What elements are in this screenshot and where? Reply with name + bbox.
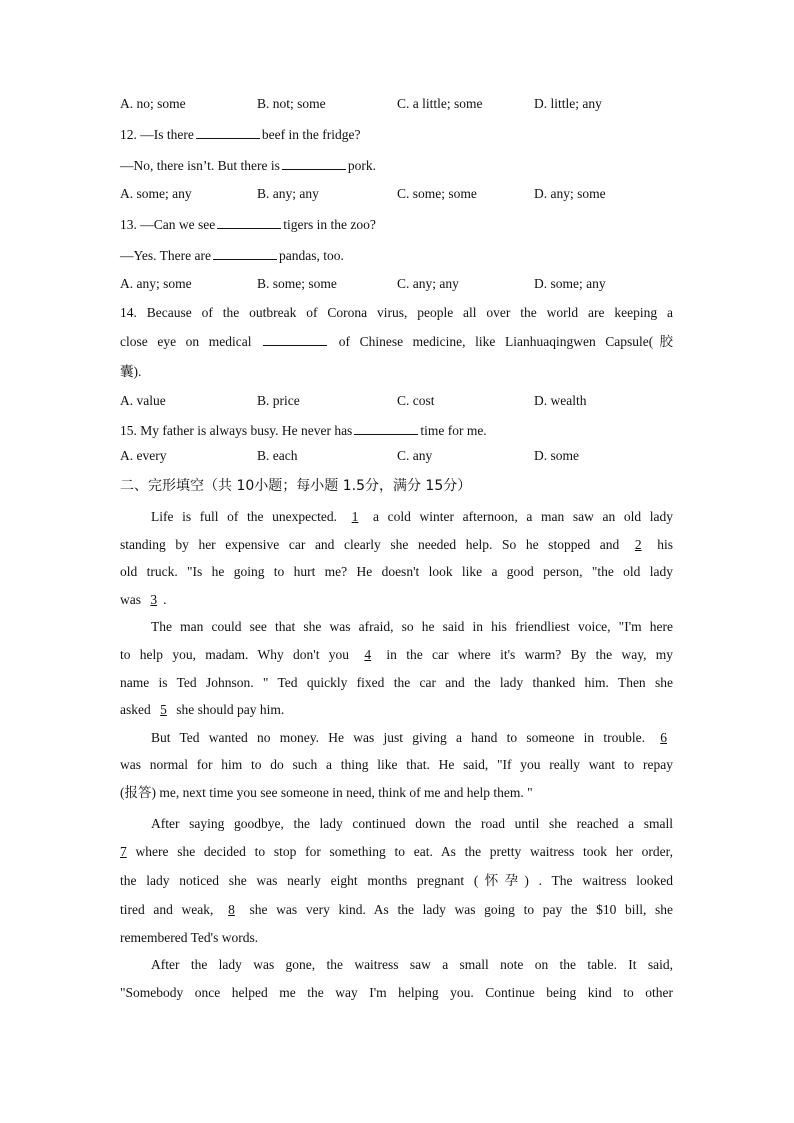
p1-line-4: was 3 .: [120, 592, 167, 607]
q12-reply: —No, there isn’t. But there is pork.: [120, 158, 376, 173]
q15-question: 15. My father is always busy. He never has time for me.: [120, 423, 487, 438]
q12-option-b: B. any; any: [257, 186, 319, 201]
q13-option-a: A. any; some: [120, 276, 192, 291]
answer-blank: [196, 125, 260, 139]
answer-blank: [354, 421, 418, 435]
p2-line-2: to help you, madam. Why don't you 4 in the car where it's warm? By the way, my: [120, 647, 674, 662]
p2-line-3: name is Ted Johnson. " Ted quickly fixed the car and the lady thanked him. Then she: [120, 675, 673, 690]
q14-option-d: D. wealth: [534, 393, 587, 408]
section-heading: 二、完形填空（共 10小题；每小题 1.5分，满分 15分）: [120, 478, 472, 494]
p5-line-1: After the lady was gone, the waitress saw a small note on the table. It said,: [151, 957, 673, 972]
q14-option-c: C. cost: [397, 393, 435, 408]
q14-options: [120, 393, 680, 413]
q15-option-a: A. every: [120, 448, 167, 463]
q14-line-1: 14. Because of the outbreak of Corona virus, people all over the world are keeping a: [120, 305, 673, 320]
blank-number: 3: [150, 592, 158, 607]
p1-line-3: old truck. "Is he going to hurt me? He doesn't look like a good person, "the old lady: [120, 564, 673, 579]
p5-line-2: "Somebody once helped me the way I'm helping you. Continue being kind to other: [120, 985, 673, 1000]
q11-options: [120, 96, 680, 116]
q14-option-b: B. price: [257, 393, 300, 408]
p3-line-2: was normal for him to do such a thing like that. He said, "If you really want to repay: [120, 757, 673, 772]
q14-line-2: close eye on medical of Chinese medicine, like Lianhuaqingwen Capsule(胶: [120, 334, 674, 349]
blank-number: 6: [660, 730, 667, 745]
p3-line-3: (报答) me, next time you see someone in need, think of me and help them. ": [120, 785, 533, 800]
p3-line-1: But Ted wanted no money. He was just giving a hand to someone in trouble. 6: [120, 728, 673, 748]
q11-option-c: C. a little; some: [397, 96, 483, 111]
q12-option-c: C. some; some: [397, 186, 477, 201]
answer-blank: [263, 332, 327, 346]
q12-options: [120, 186, 680, 206]
q12-question: 12. —Is there beef in the fridge?: [120, 127, 361, 142]
q15-option-b: B. each: [257, 448, 298, 463]
p2-line-4: asked 5 she should pay him.: [120, 702, 285, 717]
q12-option-a: A. some; any: [120, 186, 192, 201]
q14-option-a: A. value: [120, 393, 166, 408]
p4-line-4: tired and weak, 8 she was very kind. As the lady was going to pay the $10 bill, she: [120, 902, 674, 917]
q13-option-c: C. any; any: [397, 276, 459, 291]
q13-question: 13. —Can we see tigers in the zoo?: [120, 217, 376, 232]
answer-blank: [282, 156, 346, 170]
q13-option-b: B. some; some: [257, 276, 337, 291]
blank-number: 2: [634, 537, 642, 552]
q15-options: [120, 448, 680, 468]
answer-blank: [213, 246, 277, 260]
blank-number: 8: [228, 902, 235, 917]
p2-line-1: The man could see that she was afraid, so he said in his friendliest voice, "I'm here: [151, 619, 673, 634]
q13-reply: —Yes. There are pandas, too.: [120, 248, 344, 263]
blank-number: 7: [120, 844, 127, 859]
blank-number: 4: [364, 647, 372, 662]
answer-blank: [217, 215, 281, 229]
p4-line-1: After saying goodbye, the lady continued down the road until she reached a small: [151, 816, 673, 831]
blank-number: 1: [351, 509, 359, 524]
q15-option-c: C. any: [397, 448, 433, 463]
q14-line-3: 囊).: [120, 364, 142, 379]
blank-number: 5: [160, 702, 167, 717]
q12-option-d: D. any; some: [534, 186, 606, 201]
q11-option-a: A. no; some: [120, 96, 186, 111]
p4-line-5: remembered Ted's words.: [120, 930, 259, 945]
p1-line-1: Life is full of the unexpected. 1 a cold winter afternoon, a man saw an old lady: [151, 509, 673, 524]
q13-option-d: D. some; any: [534, 276, 606, 291]
p4-line-3: the lady noticed she was nearly eight months pregnant (怀孕) . The waitress looked: [120, 873, 673, 888]
p1-line-2: standing by her expensive car and clearly she needed help. So he stopped and 2 his: [120, 537, 674, 552]
p4-line-2: 7 where she decided to stop for something to eat. As the pretty waitress took her order,: [120, 844, 674, 859]
q15-option-d: D. some: [534, 448, 579, 463]
q13-options: [120, 276, 680, 296]
q11-option-d: D. little; any: [534, 96, 602, 111]
q11-option-b: B. not; some: [257, 96, 326, 111]
